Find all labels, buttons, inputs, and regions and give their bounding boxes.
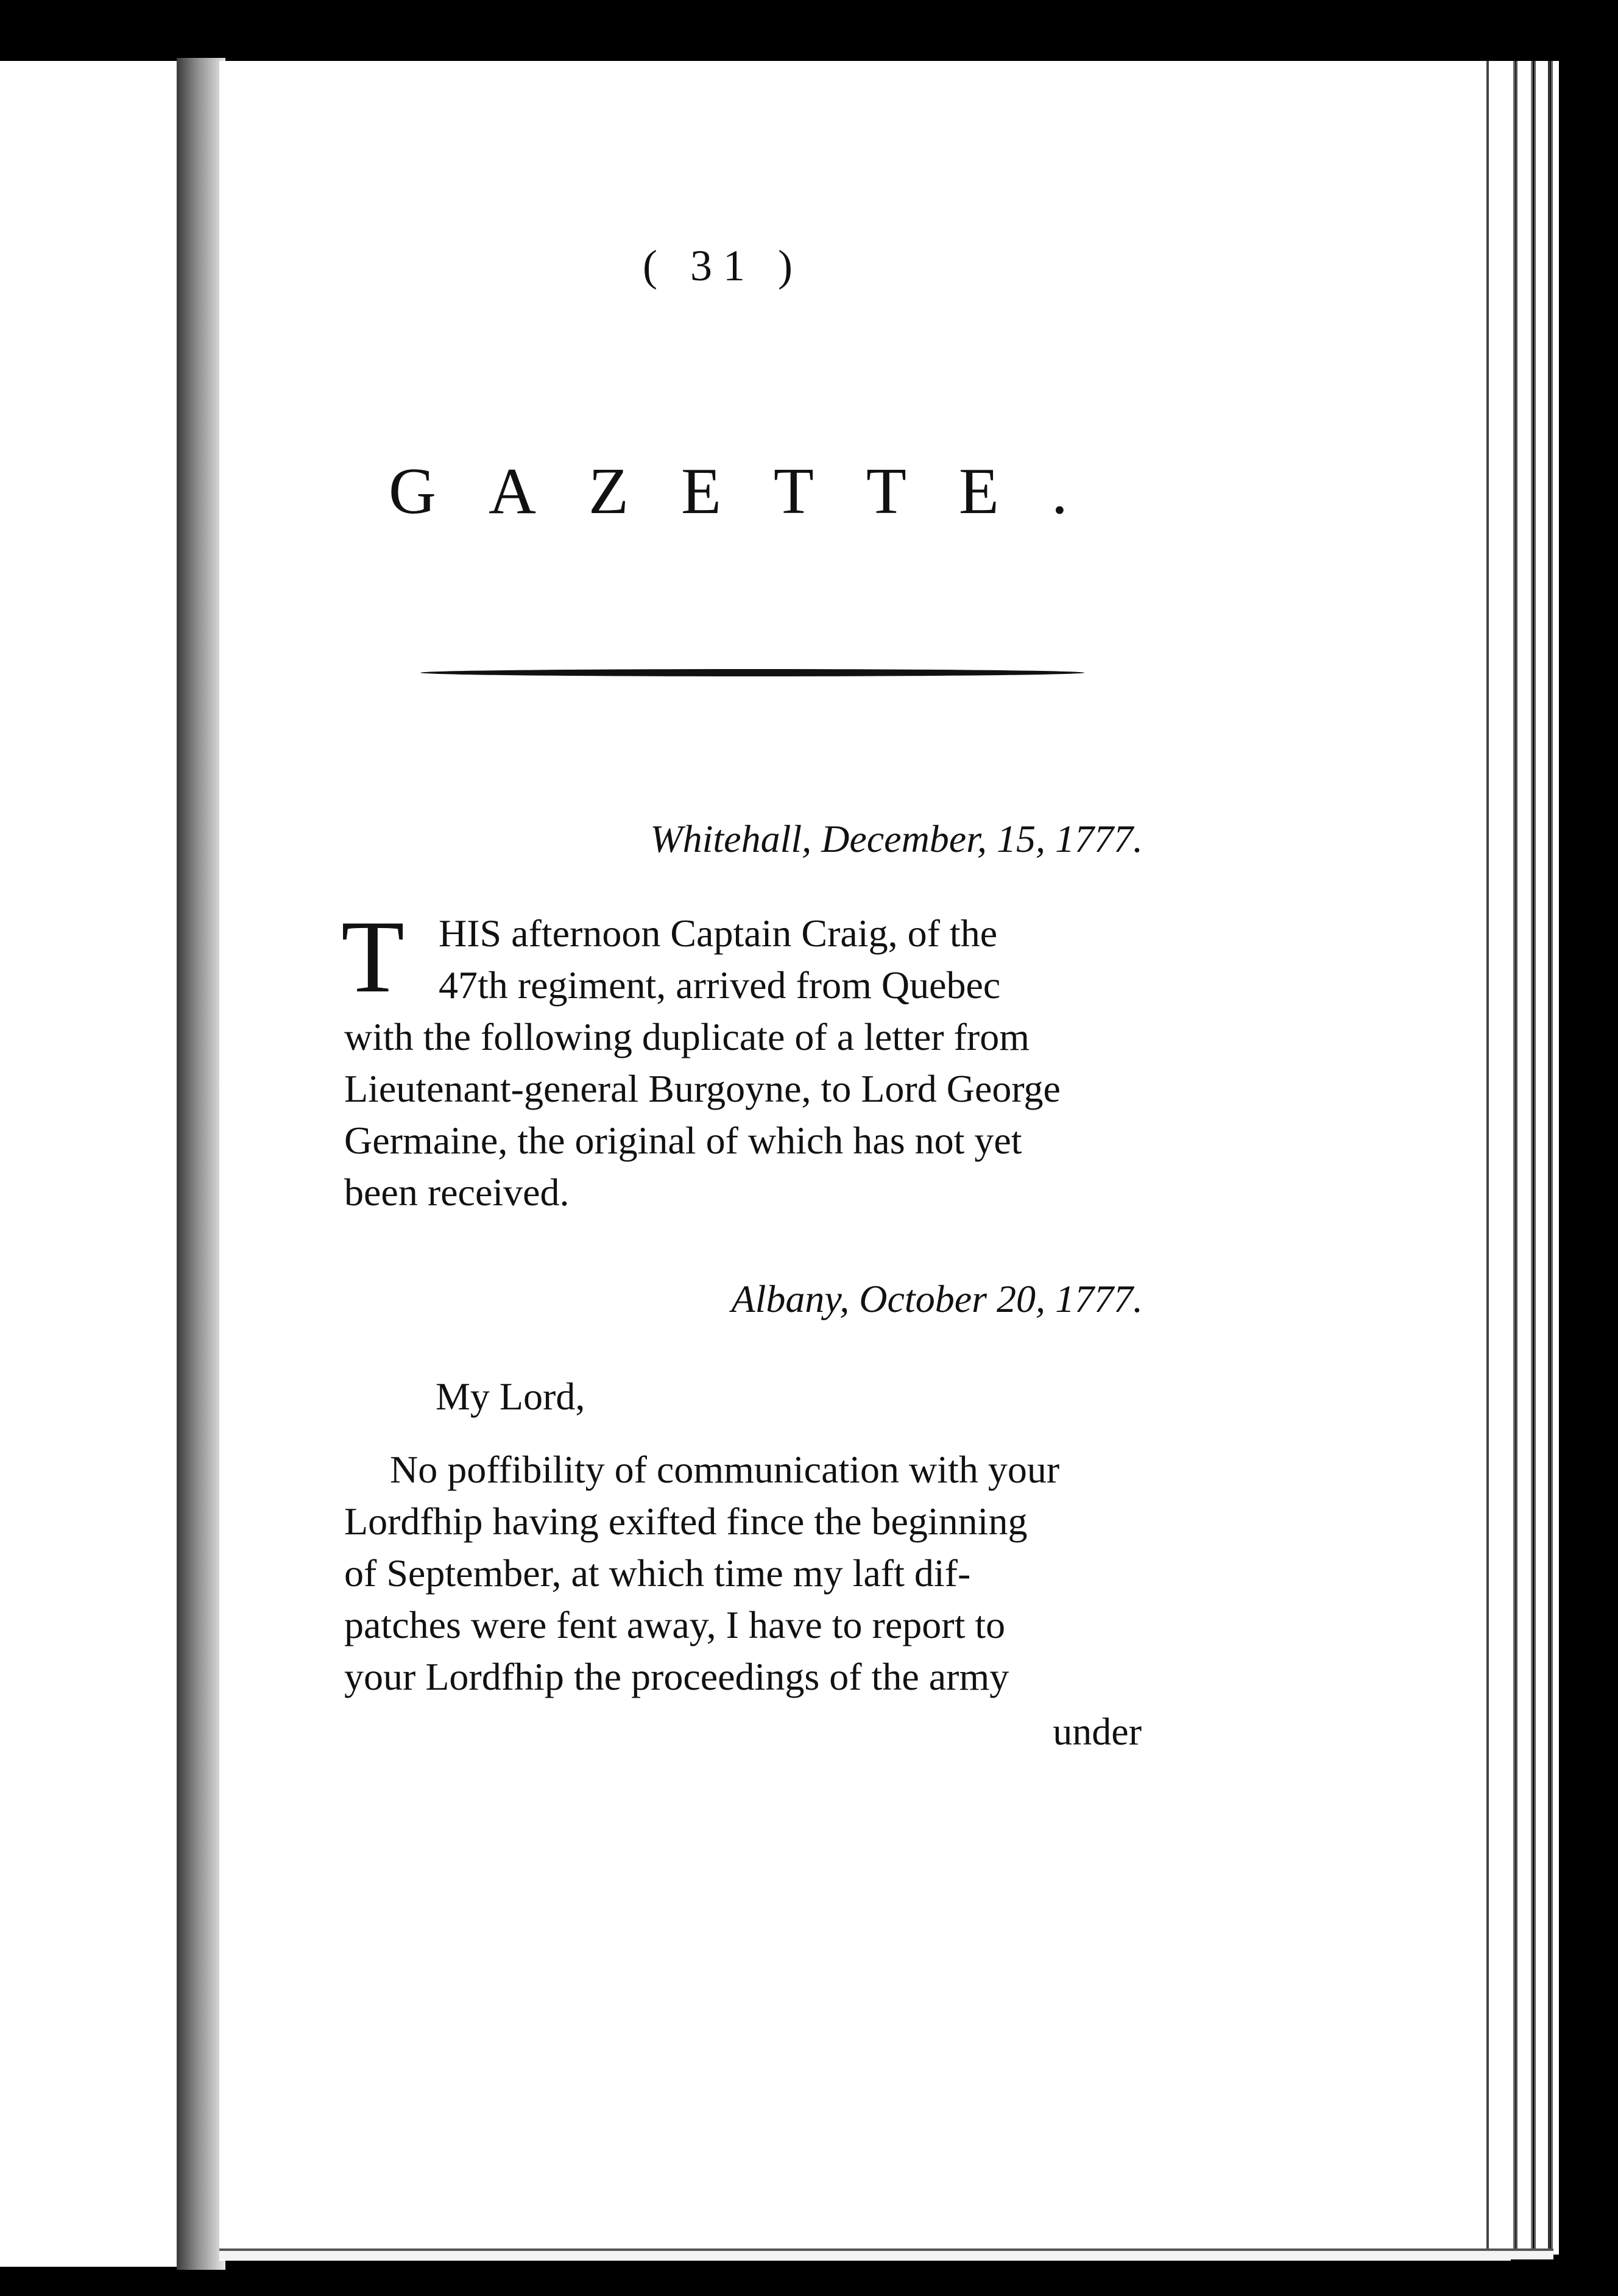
facing-page-edge [0, 61, 183, 2267]
paragraph-line: 47th regiment, arrived from Quebec [439, 963, 1001, 1007]
dateline-albany: Albany, October 20, 1777. [731, 1277, 1143, 1320]
paragraph-line: been received. [344, 1171, 570, 1214]
paragraph-line: HIS afternoon Captain Craig, of the [439, 912, 998, 955]
paragraph-line: your Lordfhip the proceedings of the army [344, 1655, 1009, 1698]
page-bottom-edge [219, 2248, 1553, 2259]
book-gutter [177, 58, 225, 2270]
paragraph-line: with the following duplicate of a letter from [344, 1015, 1030, 1058]
paragraph-line: Lieutenant-general Burgoyne, to Lord George [344, 1067, 1061, 1110]
title-rule [420, 669, 1084, 676]
page-number: ( 31 ) [643, 241, 804, 290]
catchword: under [1053, 1710, 1142, 1753]
paragraph-line: No poffibility of communication with your [390, 1448, 1060, 1491]
paragraph-line: Germaine, the original of which has not yet [344, 1119, 1022, 1162]
page-edge [1516, 61, 1533, 2255]
page-edge [1486, 61, 1515, 2255]
paragraph-line: Lordfhip having exifted fince the beginning [344, 1500, 1028, 1543]
dateline-whitehall: Whitehall, December, 15, 1777. [650, 817, 1143, 860]
page-title: GAZETTE. [389, 455, 1120, 528]
paragraph-line: of September, at which time my laft dif- [344, 1551, 971, 1595]
paragraph-line: patches were fent away, I have to report to [344, 1603, 1006, 1646]
page-edge [1551, 61, 1559, 2255]
page-edge [1534, 61, 1550, 2255]
salutation: My Lord, [436, 1375, 585, 1418]
drop-cap: T [341, 899, 404, 1014]
